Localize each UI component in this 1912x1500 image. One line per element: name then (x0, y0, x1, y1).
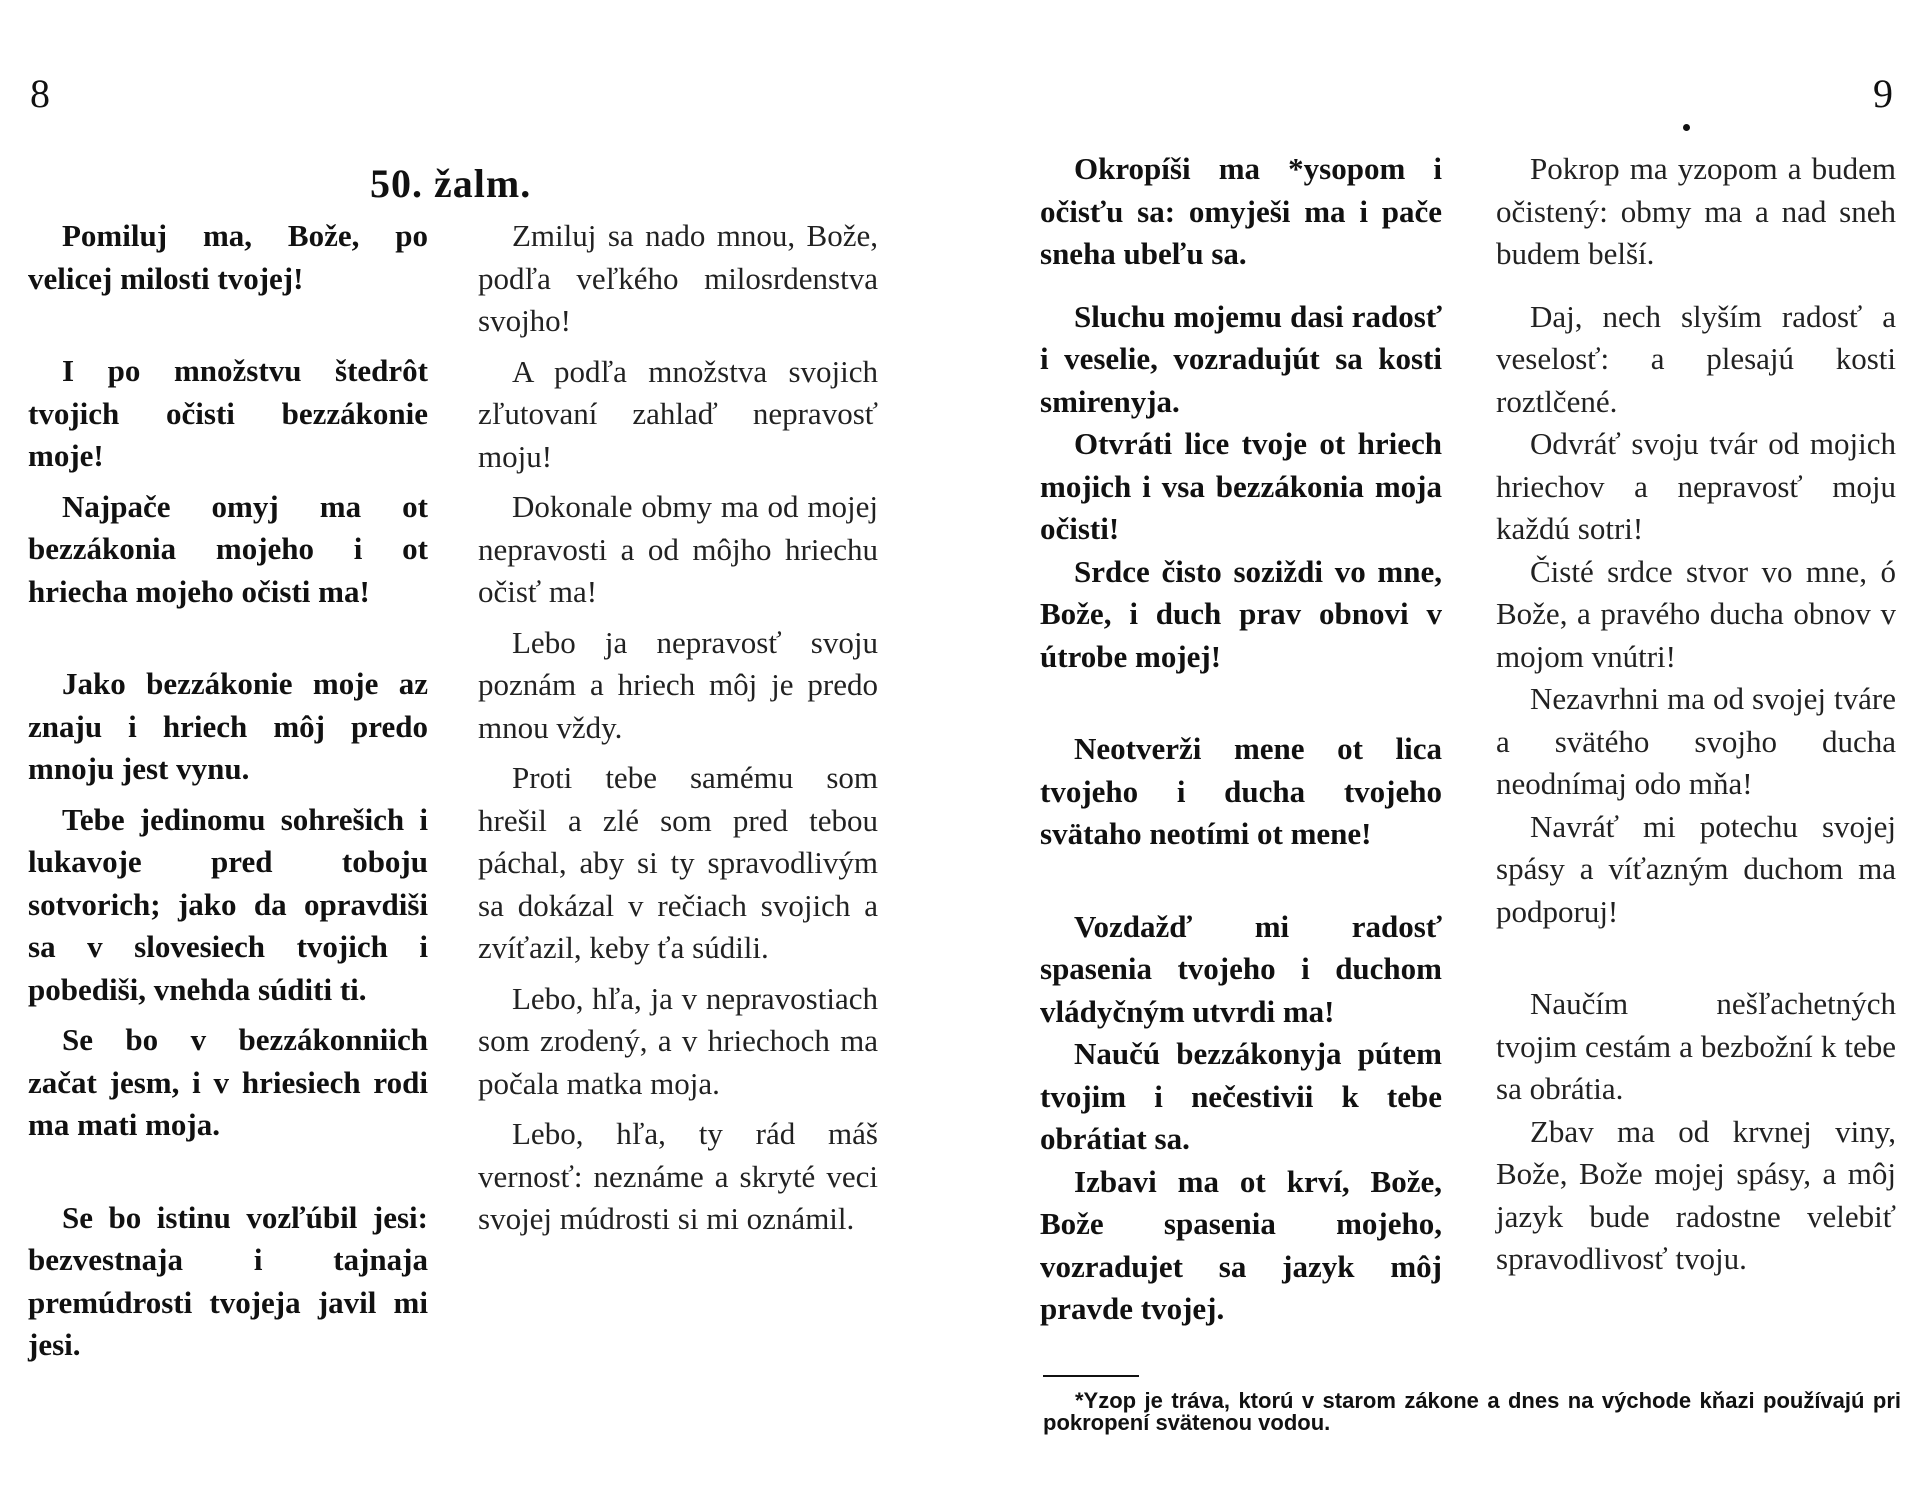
verse: Tebe jedinomu sohrešich i lukavoje pred toboju sotvorich; jako da opravdiši sa v slovesiech tvojich i pobediši, vnehda súditi ti. (28, 801, 428, 1007)
verse: I po množstvu štedrôt tvojich očisti bezzákonie moje! (28, 353, 428, 473)
verse: Neotverži mene ot lica tvojeho i ducha tvojeho svätaho neotími ot mene! (1040, 731, 1442, 851)
verse: Čisté srdce stvor vo mne, ó Bože, a pravého ducha obnov v mojom vnútri! (1496, 553, 1896, 674)
column-modern-slovak-right (1496, 148, 1896, 1281)
psalm-title: 50. žalm. (370, 161, 532, 206)
footnote-rule (1043, 1375, 1139, 1377)
footnote: *Yzop je tráva, ktorú v starom zákone a dnes na východe kňazi používajú pri pokropení svätenou vodou. (1043, 1388, 1901, 1435)
verse: Se bo istinu vozľúbil jesi: bezvestnaja i tajnaja premúdrosti tvojeja javil mi jesi. (28, 1199, 428, 1362)
verse: Lebo, hľa, ty rád máš vernosť: neznáme a skryté veci svojej múdrosti si mi oznámil. (478, 1116, 878, 1236)
verse: Zmiluj sa nado mnou, Bože, podľa veľkého milosrdenstva svojho! (478, 218, 878, 338)
verse: Sluchu mojemu dasi radosť i veselie, vozradujút sa kosti smirenyja. (1040, 298, 1442, 419)
verse: Najpače omyj ma ot bezzákonia mojeho i ot hriecha mojeho očisti ma! (28, 488, 428, 609)
verse: Pomiluj ma, Bože, po velicej milosti tvojej! (28, 218, 428, 296)
verse: Otvráti lice tvoje ot hriech mojich i vsa bezzákonia moja očisti! (1040, 426, 1442, 546)
column-old-slovak-right (1040, 148, 1442, 1331)
verse: Okropíši ma *ysopom i očisťu sa: omyješi ma i pače sneha ubeľu sa. (1040, 151, 1442, 271)
verse: Pokrop ma yzopom a budem očistený: obmy ma a nad sneh budem belší. (1496, 151, 1896, 271)
verse: Naučím nešľachetných tvojim cestám a bezbožní k tebe sa obrátia. (1496, 986, 1896, 1106)
column-modern-slovak-left (478, 215, 878, 1241)
verse: A podľa množstva svojich zľutovaní zahlaď nepravosť moju! (478, 353, 878, 474)
verse: Proti tebe samému som hrešil a zlé som pred tebou páchal, aby si ty spravodlivým sa dokázal v rečiach svojich a zvíťazil, keby ťa súdili. (478, 760, 878, 965)
verse: Daj, nech slyším radosť a veselosť: a plesajú kosti roztlčené. (1496, 298, 1896, 419)
verse: Lebo ja nepravosť svoju poznám a hriech môj je predo mnou vždy. (478, 624, 878, 745)
verse: Se bo v bezzákonniich začat jesm, i v hriesiech rodi ma mati moja. (28, 1022, 428, 1142)
verse: Vozdažď mi radosť spasenia tvojeho i duchom vládyčným utvrdi ma! (1040, 908, 1442, 1029)
verse: Odvráť svoju tvár od mojich hriechov a nepravosť moju každú sotri! (1496, 426, 1896, 546)
page-number-left: 8 (30, 71, 50, 116)
verse: Srdce čisto soziždi vo mne, Bože, i duch prav obnovi v útrobe mojej! (1040, 553, 1442, 674)
verse: Dokonale obmy ma od mojej nepravosti a od môjho hriechu očisť ma! (478, 489, 878, 609)
verse: Nezavrhni ma od svojej tváre a svätého svojho ducha neodnímaj odo mňa! (1496, 681, 1896, 801)
verse: Navráť mi potechu svojej spásy a víťazným duchom ma podporuj! (1496, 808, 1896, 929)
verse: Jako bezzákonie moje az znaju i hriech môj predo mnoju jest vynu. (28, 666, 428, 786)
verse: Zbav ma od krvnej viny, Bože, Bože mojej spásy, a môj jazyk bude radostne velebiť spravodlivosť tvoju. (1496, 1113, 1896, 1276)
column-old-slovak-left (28, 215, 428, 1367)
verse: Lebo, hľa, ja v nepravostiach som zrodený, a v hriechoch ma počala matka moja. (478, 980, 878, 1101)
verse: Izbavi ma ot krví, Bože, Bože spasenia mojeho, vozradujet sa jazyk môj pravde tvojej. (1040, 1163, 1442, 1326)
verse: Naučú bezzákonyja pútem tvojim i nečestivii k tebe obrátiat sa. (1040, 1036, 1442, 1156)
page-number-right: 9 (1873, 71, 1893, 116)
print-dot (1683, 124, 1690, 131)
